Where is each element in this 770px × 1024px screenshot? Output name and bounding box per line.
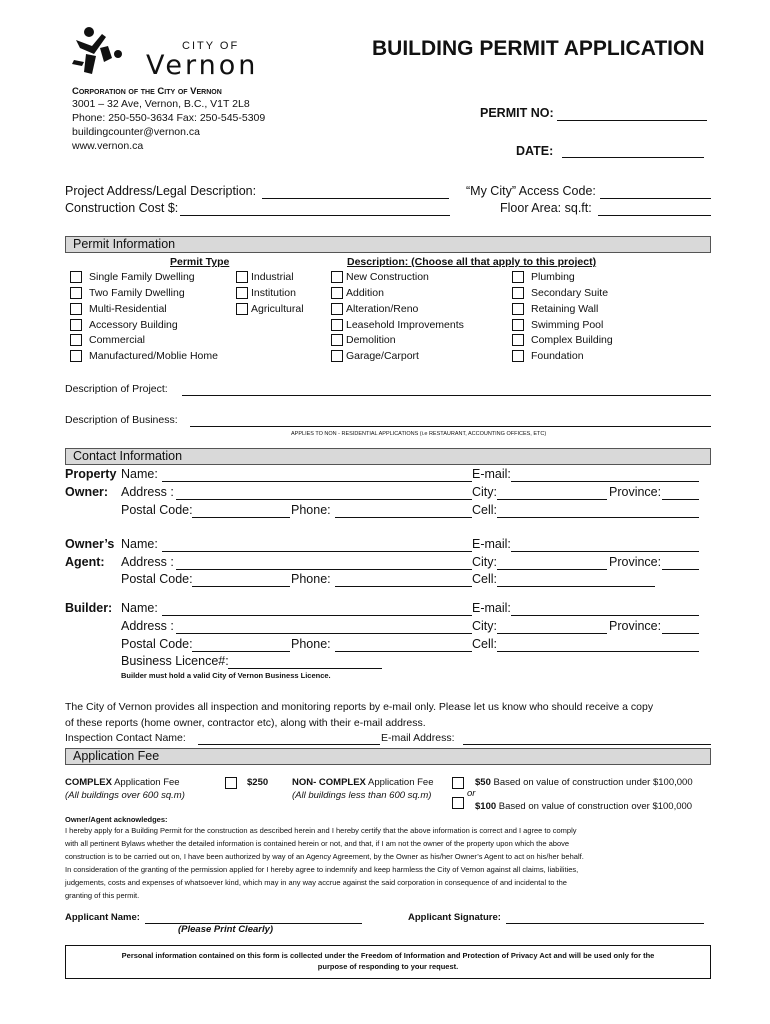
application-fee-title: Application Fee bbox=[73, 749, 160, 763]
date-label: DATE: bbox=[516, 144, 554, 158]
checkbox-label: Commercial bbox=[89, 334, 146, 346]
checkbox-label: Demolition bbox=[346, 334, 396, 346]
checkbox-option[interactable] bbox=[70, 286, 240, 301]
checkbox-option[interactable] bbox=[512, 318, 662, 333]
business-licence-note: Builder must hold a valid City of Vernon Business Licence. bbox=[121, 671, 331, 680]
agent-address-field[interactable] bbox=[176, 569, 472, 570]
acknowledge-text bbox=[65, 826, 715, 904]
owner-email-field[interactable] bbox=[511, 481, 699, 482]
checkbox-label: Agricultural bbox=[251, 303, 304, 315]
agent-email-field[interactable] bbox=[511, 551, 699, 552]
checkbox-option[interactable] bbox=[70, 318, 240, 333]
agent-province-label: Province: bbox=[609, 555, 662, 569]
agent-postal-field[interactable] bbox=[192, 586, 290, 587]
privacy-line1: Personal information contained on this form is collected under the Freedom of Information and Protection of Privacy Act and will be used only for the bbox=[121, 951, 655, 960]
checkbox-option[interactable] bbox=[512, 349, 662, 364]
checkbox[interactable] bbox=[70, 319, 82, 331]
builder-cell-label: Cell: bbox=[472, 637, 498, 651]
checkbox-label: Industrial bbox=[251, 271, 294, 283]
agent-province-field[interactable] bbox=[662, 569, 699, 570]
checkbox-label: Manufactured/Moblie Home bbox=[89, 350, 218, 362]
checkbox-option[interactable] bbox=[331, 333, 501, 348]
checkbox-label: Alteration/Reno bbox=[346, 303, 419, 315]
acknowledge-line: construction is to be carried out on, I have been authorized by way of an Agency Agreement, by the Owner as his/her Owner’s Agent to act on his/her behalf. bbox=[65, 852, 584, 861]
checkbox-label: Two Family Dwelling bbox=[89, 287, 185, 299]
complex-fee-checkbox[interactable] bbox=[225, 777, 237, 789]
checkbox-label: Accessory Building bbox=[89, 319, 178, 331]
noncomplex-option1-checkbox[interactable] bbox=[452, 777, 464, 789]
fee-or: or bbox=[467, 788, 476, 799]
business-description-field[interactable] bbox=[190, 426, 711, 427]
checkbox[interactable] bbox=[331, 319, 343, 331]
inspection-text-line2: of these reports (home owner, contractor etc), along with their e-mail address. bbox=[65, 717, 426, 729]
builder-email-label: E-mail: bbox=[472, 601, 511, 615]
permit-no-field[interactable] bbox=[557, 120, 707, 121]
checkbox-option[interactable] bbox=[236, 270, 326, 285]
checkbox-label: Retaining Wall bbox=[531, 303, 599, 315]
checkbox-option[interactable] bbox=[331, 302, 501, 317]
builder-address-label: Address : bbox=[121, 619, 174, 633]
checkbox-option[interactable] bbox=[512, 333, 662, 348]
city-logo bbox=[72, 26, 262, 84]
checkbox-label: Addition bbox=[346, 287, 384, 299]
owner-postal-field[interactable] bbox=[192, 517, 290, 518]
noncomplex-fee-rest: Application Fee bbox=[365, 777, 434, 788]
builder-name-label: Name: bbox=[121, 601, 158, 615]
agent-cell-label: Cell: bbox=[472, 572, 498, 586]
description-header: Description: (Choose all that apply to this project) bbox=[347, 256, 597, 268]
property-owner-label-1: Property bbox=[65, 467, 117, 481]
complex-fee-label bbox=[65, 777, 180, 788]
org-email: buildingcounter@vernon.ca bbox=[72, 126, 200, 138]
owner-phone-field[interactable] bbox=[335, 517, 472, 518]
checkbox-option[interactable] bbox=[512, 286, 662, 301]
checkbox-label: New Construction bbox=[346, 271, 429, 283]
checkbox-option[interactable] bbox=[512, 270, 662, 285]
agent-postal-label: Postal Code: bbox=[121, 572, 193, 586]
owner-province-label: Province: bbox=[609, 485, 662, 499]
checkbox-label: Leasehold Improvements bbox=[346, 319, 464, 331]
acknowledge-line: with all pertinent Bylaws whether the detailed information is contained herein or not, and that, if I am not the owner of the property upon which the above bbox=[65, 839, 570, 848]
checkbox-option[interactable] bbox=[70, 333, 240, 348]
checkbox[interactable] bbox=[236, 287, 248, 299]
agent-email-label: E-mail: bbox=[472, 537, 511, 551]
permit-no-label: PERMIT NO: bbox=[480, 106, 554, 120]
checkbox-label: Secondary Suite bbox=[531, 287, 609, 299]
property-owner-label-2: Owner: bbox=[65, 485, 109, 499]
noncomplex-option2-label bbox=[475, 801, 692, 812]
acknowledge-heading: Owner/Agent acknowledges: bbox=[65, 815, 168, 824]
construction-cost-field[interactable] bbox=[180, 215, 450, 216]
construction-cost-label: Construction Cost $: bbox=[65, 201, 179, 215]
print-clearly-note: (Please Print Clearly) bbox=[178, 924, 274, 935]
checkbox-option[interactable] bbox=[331, 349, 501, 364]
checkbox[interactable] bbox=[331, 303, 343, 315]
owner-address-field[interactable] bbox=[176, 499, 472, 500]
agent-name-label: Name: bbox=[121, 537, 158, 551]
logo-figure-icon bbox=[72, 26, 134, 82]
owner-city-label: City: bbox=[472, 485, 497, 499]
builder-postal-label: Postal Code: bbox=[121, 637, 193, 651]
org-address: 3001 – 32 Ave, Vernon, B.C., V1T 2L8 bbox=[72, 98, 250, 110]
privacy-notice-box bbox=[65, 945, 711, 979]
checkbox-label: Institution bbox=[251, 287, 296, 299]
owner-province-field[interactable] bbox=[662, 499, 699, 500]
owner-cell-label: Cell: bbox=[472, 503, 498, 517]
permit-info-title: Permit Information bbox=[73, 237, 176, 251]
checkbox[interactable] bbox=[70, 303, 82, 315]
checkbox-label: Single Family Dwelling bbox=[89, 271, 195, 283]
org-phone: Phone: 250-550-3634 Fax: 250-545-5309 bbox=[72, 112, 266, 124]
applicant-signature-field[interactable] bbox=[506, 923, 704, 924]
checkbox-label: Complex Building bbox=[531, 334, 613, 346]
owner-postal-label: Postal Code: bbox=[121, 503, 193, 517]
builder-province-label: Province: bbox=[609, 619, 662, 633]
owner-phone-label: Phone: bbox=[291, 503, 331, 517]
inspection-contact-label: Inspection Contact Name: bbox=[65, 732, 186, 744]
agent-city-field[interactable] bbox=[497, 569, 607, 570]
noncomplex-option2-checkbox[interactable] bbox=[452, 797, 464, 809]
checkbox-label: Multi-Residential bbox=[89, 303, 167, 315]
acknowledge-line: granting of this permit. bbox=[65, 891, 140, 900]
complex-fee-bold: COMPLEX bbox=[65, 777, 112, 788]
checkbox[interactable] bbox=[512, 271, 524, 283]
business-licence-label: Business Licence#: bbox=[121, 654, 229, 668]
inspection-text-line1: The City of Vernon provides all inspection and monitoring reports by e-mail only. Please let us know who should receive a copy bbox=[65, 701, 654, 713]
contact-info-bar bbox=[65, 448, 711, 465]
checkbox[interactable] bbox=[70, 271, 82, 283]
owner-city-field[interactable] bbox=[497, 499, 607, 500]
checkbox[interactable] bbox=[70, 334, 82, 346]
checkbox[interactable] bbox=[512, 350, 524, 362]
checkbox[interactable] bbox=[512, 303, 524, 315]
agent-city-label: City: bbox=[472, 555, 497, 569]
owner-email-label: E-mail: bbox=[472, 467, 511, 481]
owner-name-field[interactable] bbox=[162, 481, 472, 482]
owner-address-label: Address : bbox=[121, 485, 174, 499]
business-description-note: APPLIES TO NON - RESIDENTIAL APPLICATIONS (i.e RESTAURANT, ACCOUNTING OFFICES, ETC) bbox=[291, 431, 547, 437]
project-description-field[interactable] bbox=[182, 395, 711, 396]
checkbox[interactable] bbox=[236, 303, 248, 315]
builder-email-field[interactable] bbox=[511, 615, 699, 616]
builder-postal-field[interactable] bbox=[192, 651, 290, 652]
checkbox[interactable] bbox=[512, 319, 524, 331]
checkbox-option[interactable] bbox=[512, 302, 662, 317]
acknowledge-line: In consideration of the granting of the permission applied for I hereby agree to indemnify and keep harmless the City of Vernon against all claims, liabilities, bbox=[65, 865, 579, 874]
checkbox-option[interactable] bbox=[331, 286, 501, 301]
business-licence-field[interactable] bbox=[228, 668, 382, 669]
permit-info-bar bbox=[65, 236, 711, 253]
logo-city-of: CITY OF bbox=[182, 40, 240, 52]
complex-fee-amount: $250 bbox=[247, 777, 269, 788]
builder-address-field[interactable] bbox=[176, 633, 472, 634]
checkbox-option[interactable] bbox=[70, 349, 240, 364]
project-address-label: Project Address/Legal Description: bbox=[65, 184, 257, 198]
owners-agent-label-1: Owner’s bbox=[65, 537, 115, 551]
checkbox-option[interactable] bbox=[236, 286, 326, 301]
floor-area-field[interactable] bbox=[598, 215, 711, 216]
noncomplex-fee-label bbox=[292, 777, 434, 788]
project-description-label: Description of Project: bbox=[65, 383, 168, 395]
application-fee-bar bbox=[65, 748, 711, 765]
privacy-line2: purpose of responding to your request. bbox=[317, 962, 459, 971]
option1-text: Based on value of construction under $100,000 bbox=[490, 777, 693, 788]
access-code-label: “My City” Access Code: bbox=[466, 184, 596, 198]
checkbox[interactable] bbox=[331, 334, 343, 346]
checkbox-label: Garage/Carport bbox=[346, 350, 419, 362]
inspection-email-field[interactable] bbox=[463, 744, 711, 745]
applicant-signature-label: Applicant Signature: bbox=[408, 912, 501, 923]
contact-info-title: Contact Information bbox=[73, 449, 183, 463]
noncomplex-fee-note: (All buildings less than 600 sq.m) bbox=[292, 790, 432, 801]
floor-area-label: Floor Area: sq.ft: bbox=[500, 201, 592, 215]
checkbox-option[interactable] bbox=[331, 318, 501, 333]
checkbox[interactable] bbox=[70, 350, 82, 362]
agent-name-field[interactable] bbox=[162, 551, 472, 552]
acknowledge-line: I hereby apply for a Building Permit for the construction as described herein and I hereby certify that the above information is correct and I agree to comply bbox=[65, 826, 577, 835]
checkbox-label: Swimming Pool bbox=[531, 319, 604, 331]
access-code-field[interactable] bbox=[600, 198, 711, 199]
builder-province-field[interactable] bbox=[662, 633, 699, 634]
inspection-email-label: E-mail Address: bbox=[381, 732, 455, 744]
builder-city-label: City: bbox=[472, 619, 497, 633]
agent-phone-label: Phone: bbox=[291, 572, 331, 586]
business-description-label: Description of Business: bbox=[65, 414, 178, 426]
date-field[interactable] bbox=[562, 157, 704, 158]
checkbox-option[interactable] bbox=[236, 302, 326, 317]
checkbox-option[interactable] bbox=[331, 270, 501, 285]
org-website: www.vernon.ca bbox=[72, 140, 144, 152]
builder-cell-field[interactable] bbox=[497, 651, 699, 652]
checkbox[interactable] bbox=[512, 334, 524, 346]
acknowledge-line: judgements, costs and expenses of whatsoever kind, which may in any way accrue against the said corporation in consequence of and incidental to the bbox=[65, 878, 567, 887]
owners-agent-label-2: Agent: bbox=[65, 555, 105, 569]
builder-label: Builder: bbox=[65, 601, 113, 615]
builder-phone-field[interactable] bbox=[335, 651, 472, 652]
builder-phone-label: Phone: bbox=[291, 637, 331, 651]
applicant-name-label: Applicant Name: bbox=[65, 912, 140, 923]
agent-phone-field[interactable] bbox=[335, 586, 472, 587]
permit-type-header: Permit Type bbox=[170, 256, 230, 268]
checkbox[interactable] bbox=[331, 271, 343, 283]
owner-name-label: Name: bbox=[121, 467, 158, 481]
checkbox-label: Foundation bbox=[531, 350, 584, 362]
agent-cell-field[interactable] bbox=[497, 586, 655, 587]
checkbox[interactable] bbox=[70, 287, 82, 299]
checkbox-option[interactable] bbox=[70, 270, 240, 285]
logo-vernon: Vernon bbox=[146, 50, 259, 81]
checkbox[interactable] bbox=[331, 287, 343, 299]
builder-name-field[interactable] bbox=[162, 615, 472, 616]
option1-amount: $50 bbox=[475, 777, 491, 788]
builder-city-field[interactable] bbox=[497, 633, 607, 634]
inspection-contact-field[interactable] bbox=[198, 744, 380, 745]
form-title: BUILDING PERMIT APPLICATION bbox=[372, 37, 705, 60]
noncomplex-fee-bold: NON- COMPLEX bbox=[292, 777, 366, 788]
checkbox[interactable] bbox=[331, 350, 343, 362]
org-name: Corporation of the City of Vernon bbox=[72, 86, 222, 97]
complex-fee-rest: Application Fee bbox=[111, 777, 180, 788]
project-address-field[interactable] bbox=[262, 198, 449, 199]
option2-amount: $100 bbox=[475, 801, 497, 812]
checkbox-option[interactable] bbox=[70, 302, 240, 317]
complex-fee-note: (All buildings over 600 sq.m) bbox=[65, 790, 185, 801]
agent-address-label: Address : bbox=[121, 555, 174, 569]
checkbox[interactable] bbox=[236, 271, 248, 283]
checkbox-label: Plumbing bbox=[531, 271, 575, 283]
option2-text: Based on value of construction over $100,000 bbox=[496, 801, 693, 812]
checkbox[interactable] bbox=[512, 287, 524, 299]
noncomplex-option1-label bbox=[475, 777, 693, 788]
owner-cell-field[interactable] bbox=[497, 517, 699, 518]
